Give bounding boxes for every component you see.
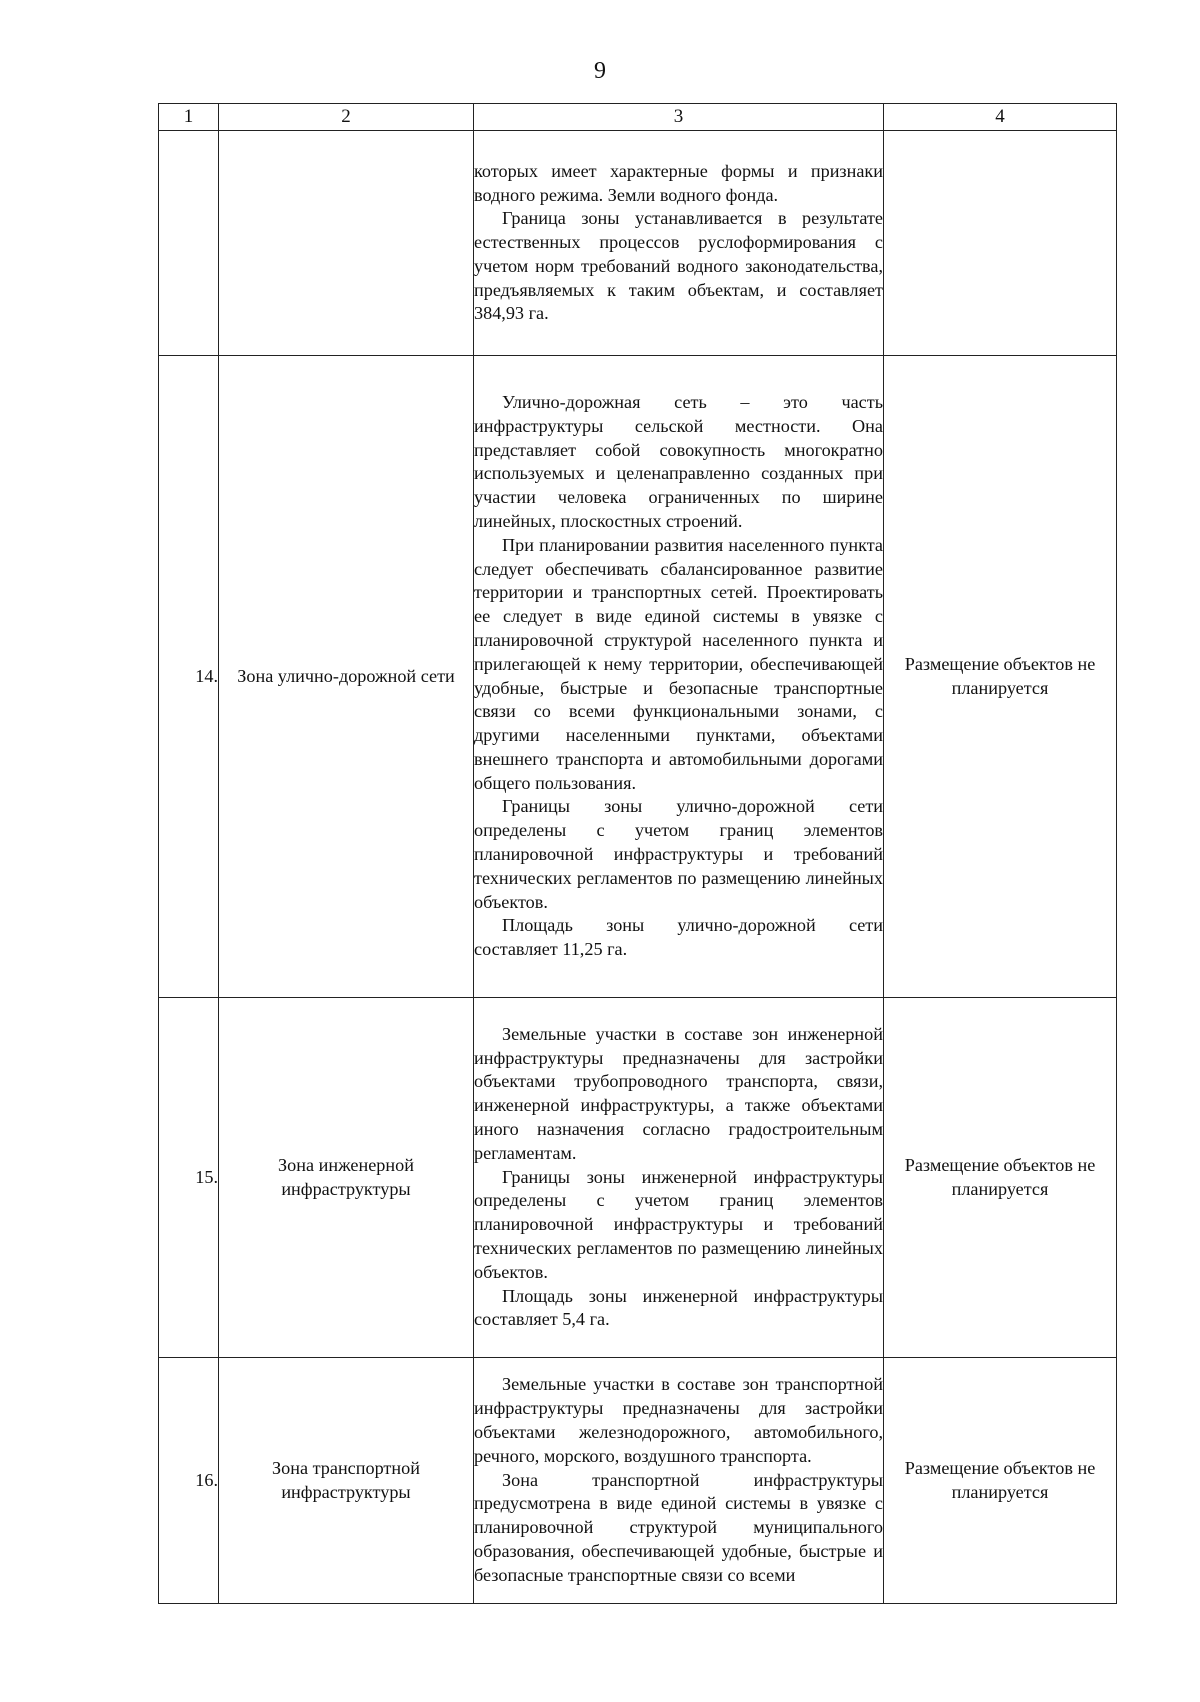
zone-description (474, 356, 884, 998)
description-paragraph: При планировании развития населенного пункта следует обеспечивать сбалансированное развитие территории и транспортных сетей. Проектировать ее следует в виде единой системы в увязке с планировочной структурой населенного пункта и прилегающей к нему территории, обеспечивающей удобные, быстрые и безопасные транспортные связи со всеми функциональными зонами, с другими населенными пунктами, объектами внешнего транспорта и автомобильными дорогами общего пользования. (474, 534, 883, 793)
zone-status (884, 131, 1117, 356)
description-paragraph: Площадь зоны инженерной инфраструктуры составляет 5,4 га. (474, 1285, 883, 1330)
description-paragraph: Зона транспортной инфраструктуры предусмотрена в виде единой системы в увязке с планировочной структурой муниципального образования, обеспечивающей удобные, быстрые и безопасные транспортные связи со всеми (474, 1469, 883, 1585)
column-header-1: 1 (159, 104, 219, 131)
column-header-2: 2 (219, 104, 474, 131)
description-paragraph: которых имеет характерные формы и признаки водного режима. Земли водного фонда. (474, 160, 883, 205)
description-paragraph: Границы зоны инженерной инфраструктуры определены с учетом границ элементов планировочной инфраструктуры и требований технических регламентов по размещению линейных объектов. (474, 1166, 883, 1282)
zone-description (474, 998, 884, 1358)
table-row (159, 1358, 1117, 1604)
zones-table (158, 103, 1117, 1604)
row-number: 15. (159, 998, 219, 1358)
table-row (159, 131, 1117, 356)
row-number: 14. (159, 356, 219, 998)
column-header-3: 3 (474, 104, 884, 131)
description-paragraph: Земельные участки в составе зон транспортной инфраструктуры предназначены для застройки объектами железнодорожного, автомобильного, речного, морского, воздушного транспорта. (474, 1374, 883, 1466)
zone-description (474, 131, 884, 356)
description-paragraph: Площадь зоны улично-дорожной сети составляет 11,25 га. (474, 915, 883, 960)
description-paragraph: Границы зоны улично-дорожной сети определены с учетом границ элементов планировочной инфраструктуры и требований технических регламентов по размещению линейных объектов. (474, 796, 883, 912)
table-row (159, 998, 1117, 1358)
header-row (159, 104, 1117, 131)
table-row (159, 356, 1117, 998)
zone-name (219, 131, 474, 356)
description-paragraph: Граница зоны устанавливается в результате естественных процессов руслоформирования с учетом норм требований водного законодательства, предъявляемых к таким объектам, и составляет 384,93 га. (474, 208, 883, 324)
zone-name: Зона улично-дорожной сети (219, 356, 474, 998)
zone-status: Размещение объектов не планируется (884, 1358, 1117, 1604)
row-number (159, 131, 219, 356)
zone-description (474, 1358, 884, 1604)
zone-status: Размещение объектов не планируется (884, 356, 1117, 998)
column-header-4: 4 (884, 104, 1117, 131)
zone-name: Зона транспортной инфраструктуры (219, 1358, 474, 1604)
page-number: 9 (594, 58, 606, 84)
description-paragraph: Улично-дорожная сеть – это часть инфраструктуры сельской местности. Она представляет собой совокупность многократно используемых и целенаправленно созданных при участии человека ограниченных по ширине линейных, плоскостных строений. (474, 391, 883, 531)
zone-name: Зона инженерной инфраструктуры (219, 998, 474, 1358)
zone-status: Размещение объектов не планируется (884, 998, 1117, 1358)
description-paragraph: Земельные участки в составе зон инженерной инфраструктуры предназначены для застройки объектами трубопроводного транспорта, связи, инженерной инфраструктуры, а также объектами иного назначения согласно градостроительным регламентам. (474, 1023, 883, 1163)
row-number: 16. (159, 1358, 219, 1604)
